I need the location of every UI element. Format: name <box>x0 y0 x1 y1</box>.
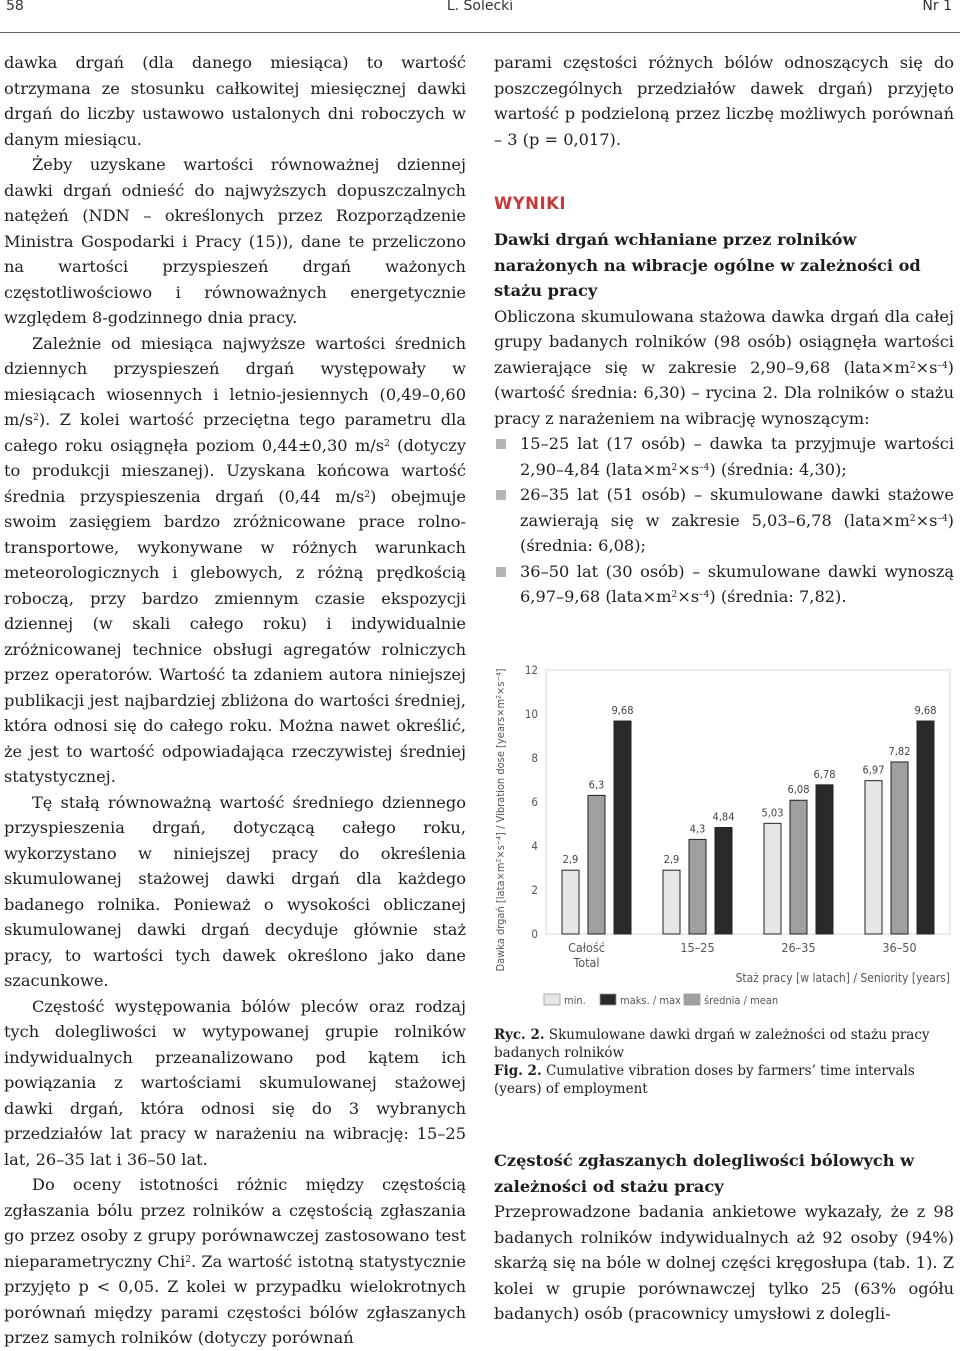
y-tick-label: 2 <box>531 883 538 897</box>
paragraph-ndn: Żeby uzyskane wartości równoważnej dziennej dawki drgań odnieść do najwyższych dopuszczalnych natężeń (NDN – określonych przez Rozporządzenie Ministra Gospodarki i Pracy (15)), dane te przeliczono na wartości przyspieszeń drgań ważonych częstotliwościowo i równoważnych energetycznie względem 8-godzinnego dnia pracy. <box>4 155 466 327</box>
legend-label: min. <box>564 994 586 1007</box>
square-bullet-icon <box>496 567 506 577</box>
section-pain-frequency <box>494 1148 954 1327</box>
text-span: . Za wartość istotną statystycznie przyjęto p < 0,05. Z kolei w przypadku wielokrotnych porównań między parami częstości bólów zgłaszanych przez samych rolników (dotyczy porównań <box>4 1251 466 1347</box>
right-column <box>494 50 954 610</box>
superscript: 2 <box>671 462 678 473</box>
bar-value-label: 6,78 <box>813 767 836 781</box>
bar <box>663 870 680 934</box>
bar-chart <box>488 660 958 1020</box>
y-tick-label: 8 <box>531 751 538 765</box>
left-column <box>4 50 466 1351</box>
text-span: Do oceny istotności różnic między częstością zgłaszania bólu przez rolników a częstością zgłaszania go przez osoby z grupy porównawczej zastosowano test nieparametryczny Chi <box>4 1175 466 1271</box>
list-item <box>494 559 954 610</box>
bar-value-label: 9,68 <box>611 704 634 718</box>
text-span: ×s <box>677 587 700 606</box>
bar-value-label: 6,97 <box>862 763 885 777</box>
page-number: 58 <box>6 0 24 14</box>
running-author: L. Solecki <box>446 0 514 14</box>
superscript: 2 <box>33 413 39 423</box>
bar-value-label: 9,68 <box>914 704 937 718</box>
caption-english <box>494 1062 954 1098</box>
superscript: –4 <box>937 513 948 524</box>
text-span: ×s <box>915 357 938 377</box>
figure-caption <box>494 1026 954 1098</box>
bar <box>588 795 605 934</box>
paragraph-continued-right: parami częstości różnych bólów odnoszących się do poszczególnych przedziałów dawek drgań) przyjęto wartość p podzieloną przez liczbę możliwych porównań – 3 (p = 0,017). <box>494 53 954 149</box>
subsection-title-pain: Częstość zgłaszanych dolegliwości bólowych w zależności od stażu pracy <box>494 1151 915 1196</box>
caption-label: Ryc. 2. <box>494 1027 545 1043</box>
bar <box>689 839 706 934</box>
plot-frame <box>546 670 950 934</box>
page-header <box>0 0 960 26</box>
x-category-label: Całość <box>568 940 605 955</box>
legend-swatch <box>684 994 700 1005</box>
text-span: Skumulowane dawki drgań w zależności od stażu pracy badanych rolników <box>494 1027 930 1061</box>
y-tick-label: 10 <box>524 707 538 721</box>
caption-label: Fig. 2. <box>494 1063 542 1079</box>
superscript: –4 <box>699 462 710 473</box>
legend-swatch <box>600 994 616 1005</box>
x-axis-title: Staż pracy [w latach] / Seniority [years] <box>735 971 950 985</box>
superscript: 2 <box>671 590 678 600</box>
issue-number: Nr 1 <box>922 0 952 14</box>
bar-value-label: 7,82 <box>888 744 911 758</box>
seniority-list <box>494 431 954 610</box>
bar-value-label: 5,03 <box>761 806 784 820</box>
subsection-title-doses: Dawki drgań wchłaniane przez rolników narażonych na wibracje ogólne w zależności od stażu pracy <box>494 230 921 300</box>
text-span: ). Z kolei wartość przeciętna tego parametru dla całego roku osiągnęła poziom 0,44±0,30 m/s <box>4 410 466 455</box>
x-category-label: Total <box>573 955 600 970</box>
bar <box>865 781 882 934</box>
superscript: –4 <box>699 590 710 600</box>
legend-swatch <box>544 994 560 1005</box>
bar <box>764 823 781 934</box>
x-category-label: 36–50 <box>882 940 917 955</box>
header-rule <box>0 32 960 33</box>
text-span: 36–50 lat (30 osób) – skumulowane dawki wynoszą 6,97–9,68 (lata×m <box>520 561 954 606</box>
paragraph-back-pain: Częstość występowania bólów pleców oraz rodzaj tych dolegliwości w wytypowanej grupie rolników indywidualnych przeanalizowano pod kątem ich powiązania z wartościami skumulowanej stażowej dawki drgań, która odnosi się do 3 wybranych przedziałów lat pracy w narażeniu na wibrację: 15–25 lat, 26–35 lat i 36–50 lat. <box>4 996 466 1169</box>
y-tick-label: 6 <box>531 795 538 809</box>
paragraph-survey: Przeprowadzone badania ankietowe wykazały, że z 98 badanych rolników indywidualnych aż 92 osoby (94%) skarżą się na bóle w dolnej części kręgosłupa (tab. 1). Z kolei w grupie porównawczej tylko 25 (63% ogółu badanych) osób (pracownicy umysłowi z dolegli- <box>494 1202 954 1323</box>
y-tick-label: 12 <box>524 663 538 677</box>
text-span: ) (wartość średnia: 6,30) – rycina 2. Dla rolników o stażu pracy z narażeniem na wibrację wynoszącym: <box>494 357 954 428</box>
superscript: –4 <box>937 360 948 371</box>
superscript: 2 <box>364 489 371 500</box>
y-tick-label: 4 <box>531 839 538 853</box>
square-bullet-icon <box>496 439 506 449</box>
list-item <box>494 431 954 482</box>
legend-label: średnia / mean <box>704 994 779 1007</box>
bar <box>614 721 631 934</box>
text-span: ) obejmuje swoim zasięgiem bardzo zróżnicowane prace rolno-transportowe, wykonywane w różnych warunkach meteorologicznych i glebowych, z różną prędkością roboczą, przy bardzo zmiennym czasie ekspozycji dziennej (w skali całego roku) i indywidualnie zróżnicowanej technice obsługi agregatów rolniczych przez operatorów. Wartość ta zdaniem autora niniejszej publikacji jest najbardziej zbliżona do wartości średniej, która odnosi się do całego roku. Można nawet określić, że jest to wartość odpowiadająca rzeczywistej średniej statystycznej. <box>4 486 466 786</box>
text-span: ) (średnia: 4,30); <box>709 459 847 479</box>
y-tick-label: 0 <box>531 927 538 941</box>
text-span: (dotyczy to produkcji mieszanej). Uzyskana końcowa wartość średnia przyspieszenia drgań (0,44 m/s <box>4 435 466 506</box>
text-span: ×s <box>915 510 938 530</box>
bar <box>715 828 732 934</box>
text-span: ) (średnia: 6,08); <box>520 510 954 555</box>
bar <box>790 800 807 934</box>
text-span: ) (średnia: 7,82). <box>709 587 847 606</box>
figure-2 <box>488 660 958 1020</box>
bar-value-label: 4,84 <box>712 810 735 824</box>
y-axis-title: Dawka drgań [lata×m²×s⁻⁴] / Vibration dose [years×m²×s⁻⁴] <box>494 668 507 972</box>
bar-value-label: 2,9 <box>562 853 579 867</box>
text-span: 15–25 lat (17 osób) – dawka ta przyjmuje wartości 2,90–4,84 (lata×m <box>520 434 954 479</box>
superscript: 2 <box>185 1254 192 1265</box>
section-title-wyniki: WYNIKI <box>494 194 567 213</box>
superscript: 2 <box>909 360 916 371</box>
caption-polish <box>494 1026 954 1062</box>
legend-label: maks. / max <box>620 994 681 1007</box>
text-span: 26–35 lat (51 osób) – skumulowane dawki stażowe zawierają się w zakresie 5,03–6,78 (lata×m <box>520 485 954 530</box>
bar <box>816 785 833 934</box>
x-category-label: 26–35 <box>781 940 816 955</box>
square-bullet-icon <box>496 490 506 500</box>
paragraph-doses <box>494 304 954 432</box>
list-item <box>494 482 954 559</box>
bar <box>917 721 934 934</box>
paragraph-acceleration <box>4 331 466 790</box>
bar-value-label: 2,9 <box>663 853 680 867</box>
superscript: 2 <box>384 438 390 449</box>
paragraph-statistics <box>4 1172 466 1351</box>
bar-value-label: 6,3 <box>588 778 605 792</box>
text-span: ×s <box>677 459 700 479</box>
paragraph-continued: dawka drgań (dla danego miesiąca) to wartość otrzymana ze stosunku całkowitej miesięcznej dawki drgań do liczby ustawowo ustalonych dni roboczych w danym miesiącu. <box>4 53 466 149</box>
bar <box>562 870 579 934</box>
text-span: Cumulative vibration doses by farmers’ time intervals (years) of employment <box>494 1063 915 1097</box>
paragraph-constant-value: Tę stałą równoważną wartość średniego dziennego przyspieszenia drgań, dotyczącą całego roku, wykorzystano w niniejszej pracy do określenia skumulowanej stażowej dawki drgań dla każdego badanego rolnika. Ponieważ o wysokości obliczanej skumulowanej dawki drgań decyduje głównie staż pracy, to wartości tych dawek określono jako dane szacunkowe. <box>4 792 466 990</box>
text-span: Zależnie od miesiąca najwyższe wartości średnich dziennych przyspieszeń drgań występowały w miesiącach wiosennych i letnio-jesiennych (0,49–0,60 m/s <box>4 333 466 429</box>
text-span: Obliczona skumulowana stażowa dawka drgań dla całej grupy badanych rolników (98 osób) osiągnęła wartości zawierające się w zakresie 2,90–9,68 (lata×m <box>494 306 954 377</box>
x-category-label: 15–25 <box>680 940 715 955</box>
bar-value-label: 6,08 <box>787 783 810 797</box>
bar-value-label: 4,3 <box>689 822 706 836</box>
bar <box>891 762 908 934</box>
superscript: 2 <box>909 513 916 524</box>
